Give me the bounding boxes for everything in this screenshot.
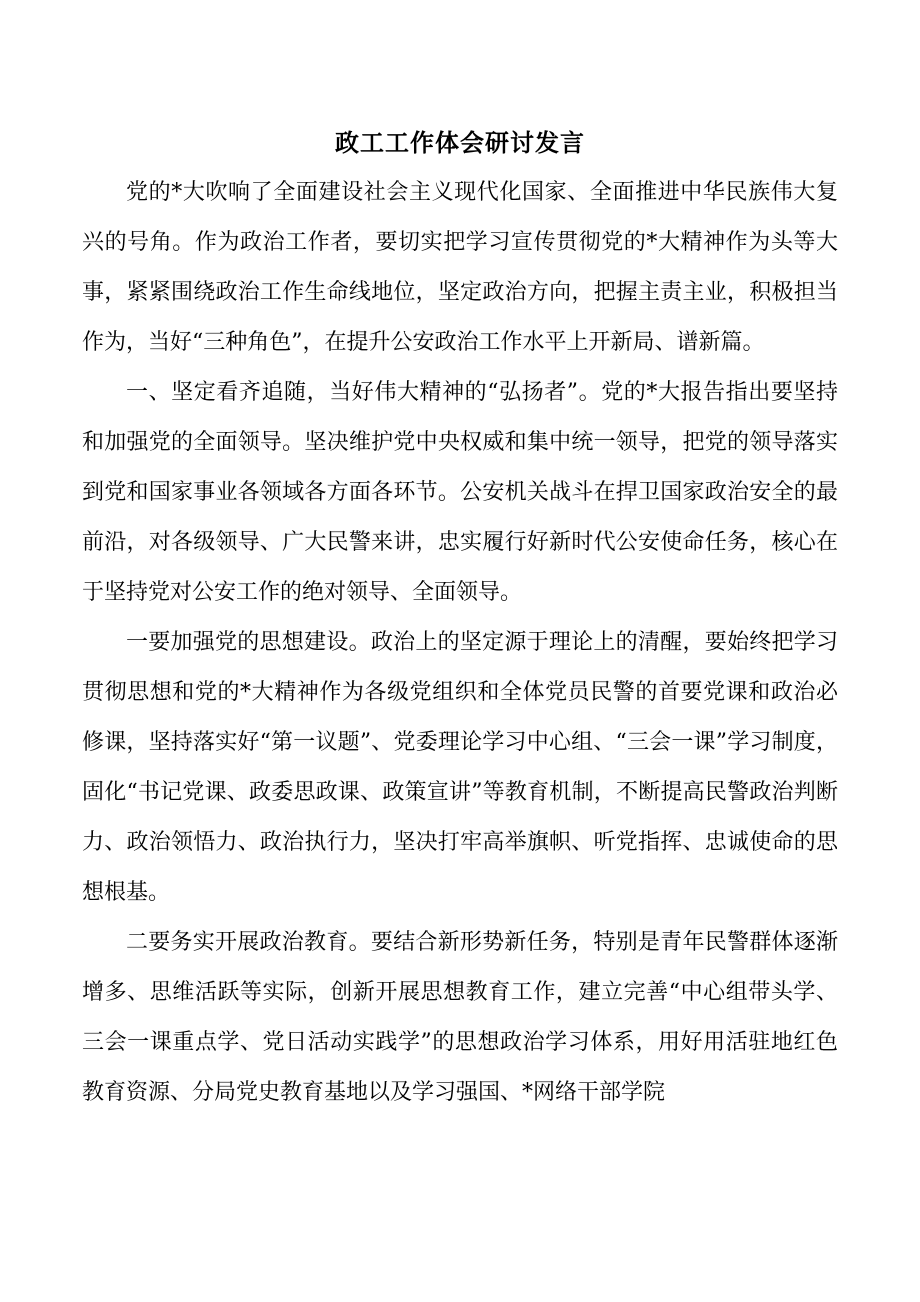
document-body	[82, 168, 838, 1118]
paragraph: 一要加强党的思想建设。政治上的坚定源于理论上的清醒，要始终把学习贯彻思想和党的*大精神作为各级党组织和全体党员民警的首要党课和政治必修课，坚持落实好“第一议题”、党委理论学习中心组、“三会一课”学习制度，固化“书记党课、政委思政课、政策宣讲”等教育机制，不断提高民警政治判断力、政治领悟力、政治执行力，坚决打牢高举旗帜、听党指挥、忠诚使命的思想根基。	[82, 630, 838, 905]
document-title: 政工工作体会研讨发言	[335, 128, 585, 157]
paragraph: 党的*大吹响了全面建设社会主义现代化国家、全面推进中华民族伟大复兴的号角。作为政治工作者，要切实把学习宣传贯彻党的*大精神作为头等大事，紧紧围绕政治工作生命线地位，坚定政治方向，把握主责主业，积极担当作为，当好“三种角色”，在提升公安政治工作水平上开新局、谱新篇。	[82, 180, 838, 355]
paragraph: 二要务实开展政治教育。要结合新形势新任务，特别是青年民警群体逐渐增多、思维活跃等实际，创新开展思想教育工作，建立完善“中心组带头学、三会一课重点学、党日活动实践学”的思想政治学习体系，用好用活驻地红色教育资源、分局党史教育基地以及学习强国、*网络干部学院	[82, 930, 838, 1105]
paragraph: 一、坚定看齐追随，当好伟大精神的“弘扬者”。党的*大报告指出要坚持和加强党的全面领导。坚决维护党中央权威和集中统一领导，把党的领导落实到党和国家事业各领域各方面各环节。公安机关战斗在捍卫国家政治安全的最前沿，对各级领导、广大民警来讲，忠实履行好新时代公安使命任务，核心在于坚持党对公安工作的绝对领导、全面领导。	[82, 380, 838, 605]
